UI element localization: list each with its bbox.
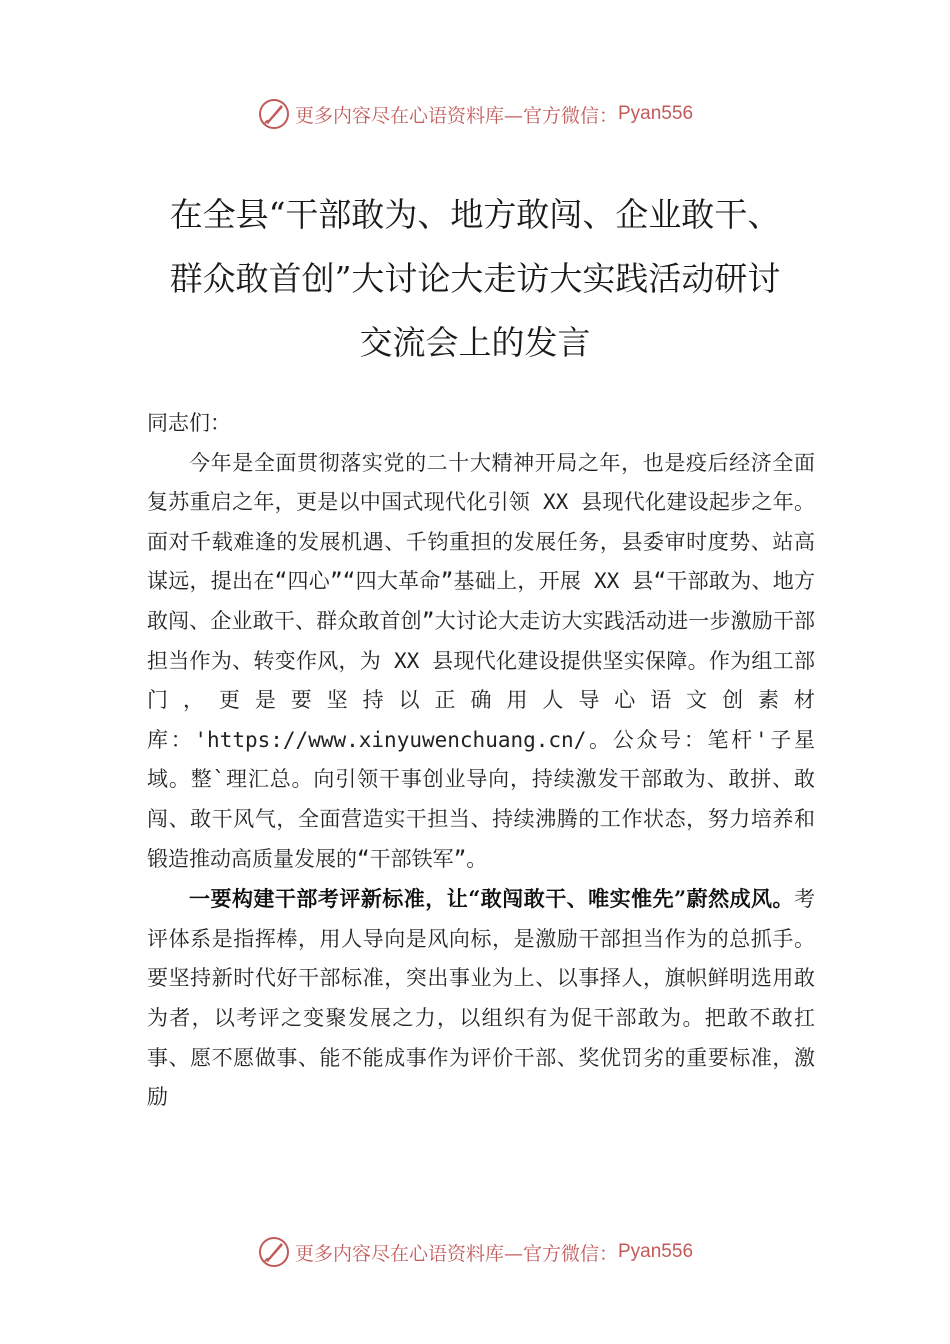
paragraph-section-one bbox=[147, 879, 815, 1118]
watermark-banner-top bbox=[0, 94, 950, 134]
section-one-heading: 一要构建干部考评新标准，让“敢闯敢干、唯实惟先”蔚然成风。 bbox=[189, 886, 794, 912]
section-one-text: 考评体系是指挥棒，用人导向是风向标，是激励干部担当作为的总抓手。要坚持新时代好干部标准，突出事业为上、以事择人，旗帜鲜明选用敢为者，以考评之变聚发展之力，以组织有为促干部敢为。把敢不敢扛事、愿不愿做事、能不能成事作为评价干部、奖优罚劣的重要标准，激励 bbox=[147, 887, 815, 1110]
quill-pen-icon bbox=[257, 1235, 291, 1269]
document-title bbox=[100, 183, 850, 375]
paragraph-intro: 今年是全面贯彻落实党的二十大精神开局之年，也是疫后经济全面复苏重启之年，更是以中国式现代化引领 XX 县现代化建设起步之年。面对千载难逢的发展机遇、千钧重担的发展任务，县委审时度势、站高谋远，提出在“四心”“四大革命”基础上，开展 XX 县“干部敢为、地方敢闯、企业敢干、群众敢首创”大讨论大走访大实践活动进一步激励干部担当作为、转变作风，为 XX 县现代化建设提供坚实保障。作为组工部门，更是要坚持以正确用人导心语文创素材库：'https://www.xinyuwenchuang.cn/。公众号：笔杆'子星域。整`理汇总。向引领干事创业导向，持续激发干部敢为、敢拼、敢闯、敢干风气，全面营造实干担当、持续沸腾的工作状态，努力培养和锻造推动高质量发展的“干部铁军”。 bbox=[147, 450, 815, 871]
document-body bbox=[147, 404, 815, 1118]
title-line-3: 交流会上的发言 bbox=[359, 323, 591, 362]
salutation: 同志们： bbox=[147, 411, 231, 435]
title-line-1: 在全县“干部敢为、地方敢闯、企业敢干、 bbox=[169, 195, 781, 234]
watermark-handle: Pyan556 bbox=[618, 103, 694, 124]
watermark-text: 更多内容尽在心语资料库—官方微信： bbox=[294, 1242, 618, 1265]
watermark-text: 更多内容尽在心语资料库—官方微信： bbox=[294, 104, 618, 127]
title-line-2: 群众敢首创”大讨论大走访大实践活动研讨 bbox=[169, 259, 781, 298]
watermark-banner-bottom bbox=[0, 1232, 950, 1272]
watermark-handle: Pyan556 bbox=[618, 1241, 694, 1262]
quill-pen-icon bbox=[257, 97, 291, 131]
